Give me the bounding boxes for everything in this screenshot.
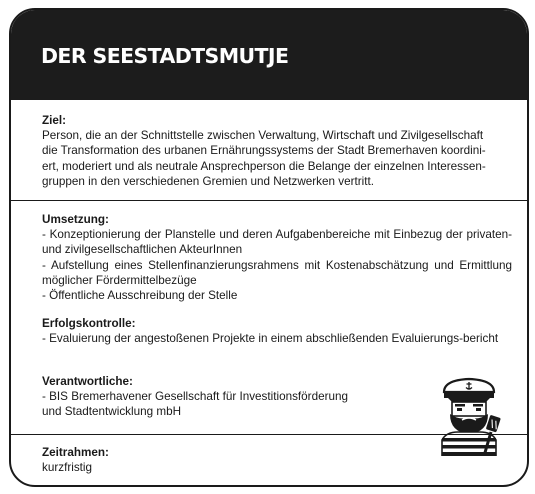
umsetzung-item: - Konzeptionierung der Planstelle und deren Aufgabenbereiche mit Einbezug der privaten- und zivilgesellschaftlichen AkteurInnen bbox=[42, 228, 512, 257]
ziel-line: gruppen in den verschiedenen Gremien und Netzwerken vertritt. bbox=[42, 174, 374, 188]
zeitrahmen-section bbox=[42, 445, 512, 475]
info-card bbox=[9, 8, 529, 487]
erfolgskontrolle-label: Erfolgskontrolle: bbox=[42, 317, 136, 330]
umsetzung-section bbox=[42, 212, 512, 303]
ziel-line: Person, die an der Schnittstelle zwischen Verwaltung, Wirtschaft und Zivilgesellschaft bbox=[42, 129, 484, 143]
section-divider bbox=[11, 200, 527, 201]
ziel-line: die Transformation des urbanen Ernährungssystems der Stadt Bremerhaven koordini- bbox=[42, 144, 486, 158]
umsetzung-label: Umsetzung: bbox=[42, 213, 109, 226]
erfolgskontrolle-section bbox=[42, 316, 512, 346]
ziel-section bbox=[42, 113, 512, 189]
verantwortliche-label: Verantwortliche: bbox=[42, 375, 133, 388]
card-header bbox=[11, 10, 527, 100]
erfolgskontrolle-item: - Evaluierung der angestoßenen Projekte in einem abschließenden Evaluierungs-bericht bbox=[42, 332, 499, 346]
zeitrahmen-value: kurzfristig bbox=[42, 461, 93, 475]
ziel-line: ert, moderiert und als neutrale Ansprechperson die Belange der einzelnen Interessen- bbox=[42, 159, 486, 173]
zeitrahmen-label: Zeitrahmen: bbox=[42, 446, 109, 459]
section-divider bbox=[11, 434, 527, 435]
verantwortliche-line: und Stadtentwicklung mbH bbox=[42, 405, 182, 419]
sailor-chef-icon bbox=[436, 376, 502, 456]
verantwortliche-line: - BIS Bremerhavener Gesellschaft für Investitionsförderung bbox=[42, 390, 348, 404]
card-title: DER SEESTADTSMUTJE bbox=[41, 44, 289, 68]
umsetzung-item: - Aufstellung eines Stellenfinanzierungsrahmens mit Kostenabschätzung und Ermittlung möglicher Fördermittelbezüge bbox=[42, 258, 512, 287]
umsetzung-item: - Öffentliche Ausschreibung der Stelle bbox=[42, 289, 238, 303]
ziel-label: Ziel: bbox=[42, 114, 67, 127]
